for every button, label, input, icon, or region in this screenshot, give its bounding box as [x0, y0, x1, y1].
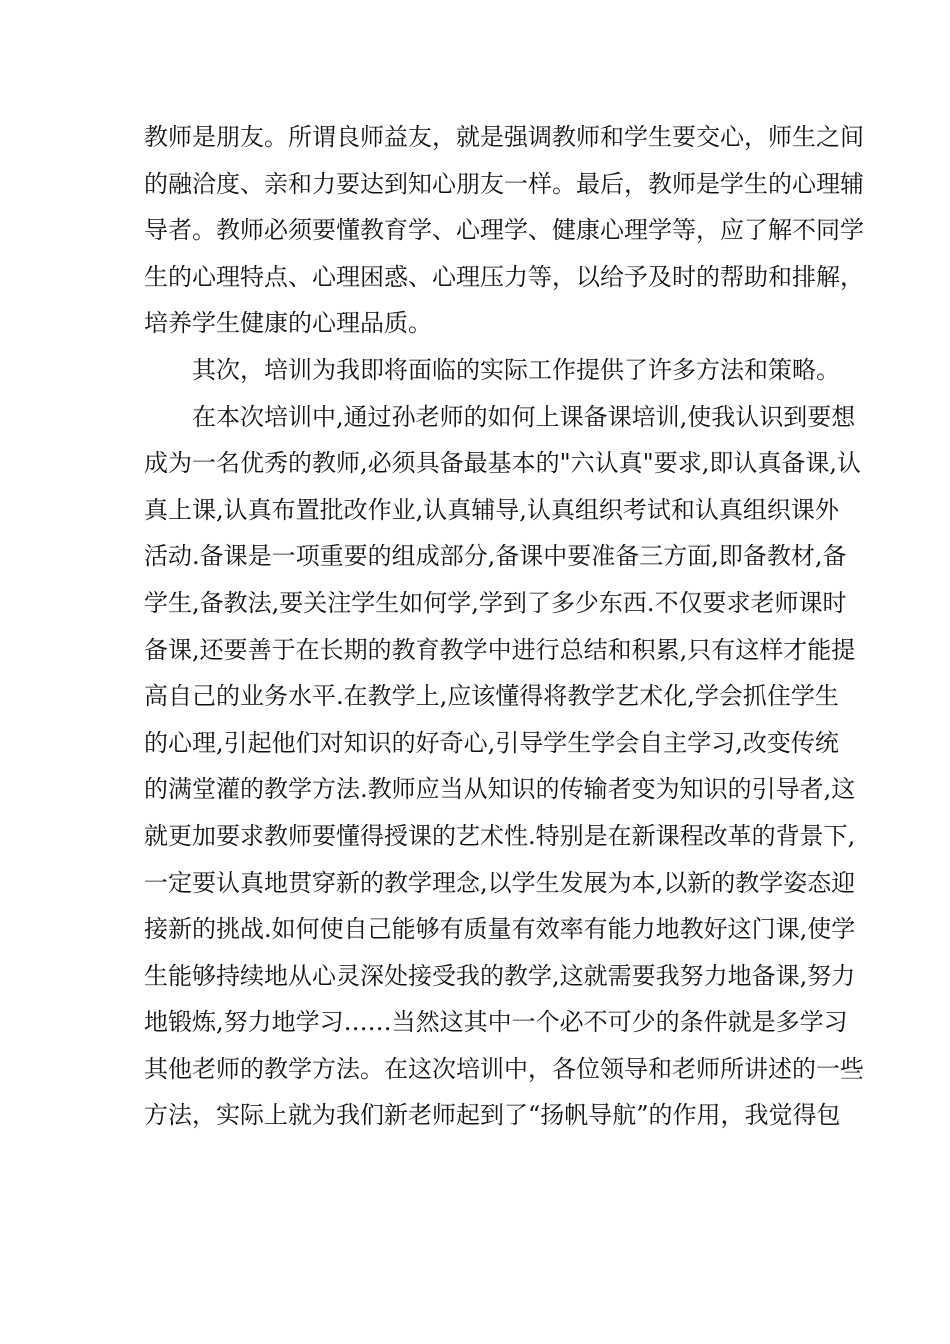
body-text [144, 114, 864, 1139]
text-line: 一定要认真地贯穿新的教学理念,以学生发展为本,以新的教学姿态迎 [144, 868, 856, 897]
paragraph-first-line: 在本次培训中,通过孙老师的如何上课备课培训,使我认识到要想 [192, 402, 856, 431]
text-line: 学生,备教法,要关注学生如何学,学到了多少东西.不仅要求老师课时 [144, 588, 847, 617]
text-line: 地锻炼,努力地学习……当然这其中一个必不可少的条件就是多学习 [144, 1008, 848, 1037]
text-line: 活动.备课是一项重要的组成部分,备课中要准备三方面,即备教材,备 [144, 542, 847, 571]
text-line: 导者。教师必须要懂教育学、心理学、健康心理学等，应了解不同学 [144, 216, 864, 245]
text-line: 备课,还要善于在长期的教育教学中进行总结和积累,只有这样才能提 [144, 635, 856, 664]
text-line: 就更加要求教师要懂得授课的艺术性.特别是在新课程改革的背景下, [144, 821, 856, 850]
text-line: 培养学生健康的心理品质。 [144, 309, 432, 338]
text-line: 的心理,引起他们对知识的好奇心,引导学生学会自主学习,改变传统 [144, 728, 839, 757]
text-line: 其他老师的教学方法。在这次培训中，各位领导和老师所讲述的一些 [144, 1054, 864, 1083]
text-line: 的满堂灌的教学方法.教师应当从知识的传输者变为知识的引导者,这 [144, 775, 856, 804]
paragraph-first-line: 其次，培训为我即将面临的实际工作提供了许多方法和策略。 [192, 355, 840, 384]
text-line: 教师是朋友。所谓良师益友，就是强调教师和学生要交心，师生之间 [144, 123, 864, 151]
text-line: 生能够持续地从心灵深处接受我的教学,这就需要我努力地备课,努力 [144, 961, 856, 990]
text-line: 高自己的业务水平.在教学上,应该懂得将教学艺术化,学会抓住学生 [144, 682, 839, 711]
text-line: 方法，实际上就为我们新老师起到了“扬帆导航”的作用，我觉得包 [144, 1101, 841, 1130]
text-line: 的融洽度、亲和力要达到知心朋友一样。最后，教师是学生的心理辅 [144, 169, 864, 198]
text-line: 真上课,认真布置批改作业,认真辅导,认真组织考试和认真组织课外 [144, 495, 839, 524]
text-line: 成为一名优秀的教师,必须具备最基本的"六认真"要求,即认真备课,认 [144, 449, 861, 478]
text-line: 接新的挑战.如何使自己能够有质量有效率有能力地教好这门课,使学 [144, 915, 856, 944]
text-line: 生的心理特点、心理困惑、心理压力等，以给予及时的帮助和排解， [144, 262, 864, 291]
